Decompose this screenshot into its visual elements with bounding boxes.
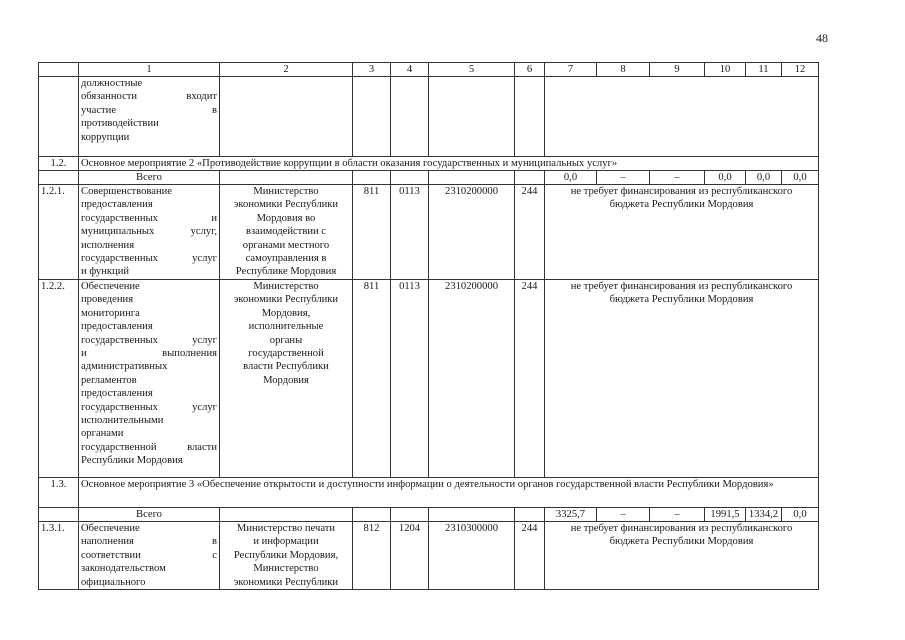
total-value: – [650, 508, 705, 522]
table-row [39, 280, 819, 478]
code-grbs: 811 [353, 280, 391, 478]
header-cell: 11 [746, 63, 782, 77]
header-cell: 2 [220, 63, 353, 77]
activity-name: Совершенствование предоставления государственных и муниципальных услуг, исполнения государственных услуг и функций [79, 185, 220, 280]
header-cell: 10 [705, 63, 746, 77]
section-row [39, 478, 819, 508]
code-target: 2310300000 [429, 522, 515, 590]
header-cell: 4 [391, 63, 429, 77]
header-cell: 6 [515, 63, 545, 77]
table-row [39, 77, 819, 157]
header-cell: 3 [353, 63, 391, 77]
section-title: Основное мероприятие 2 «Противодействие коррупции в области оказания государственных и муниципальных услуг» [79, 157, 819, 171]
header-cell: 8 [597, 63, 650, 77]
code-target: 2310200000 [429, 280, 515, 478]
section-number: 1.2. [39, 157, 79, 171]
total-value: 0,0 [782, 508, 819, 522]
funding-note: не требует финансирования из республиканского бюджета Республики Мордовия [545, 522, 819, 590]
funding-note: не требует финансирования из республиканского бюджета Республики Мордовия [545, 185, 819, 280]
total-value: – [597, 508, 650, 522]
row-number: 1.2.2. [39, 280, 79, 478]
section-title: Основное мероприятие 3 «Обеспечение открытости и доступности информации о деятельности органов государственной власти Республики Мордовия» [79, 478, 819, 508]
code-grbs: 812 [353, 522, 391, 590]
funding-note: не требует финансирования из республиканского бюджета Республики Мордовия [545, 280, 819, 478]
section-row [39, 157, 819, 171]
total-value: 0,0 [705, 171, 746, 185]
total-label: Всего [79, 171, 220, 185]
page-number: 48 [816, 31, 828, 45]
activity-name: Обеспечение наполнения в соответствии с законодательством официального [79, 522, 220, 590]
total-label: Всего [79, 508, 220, 522]
code-section: 0113 [391, 185, 429, 280]
continued-text: должностные обязанности входит участие в противодействии коррупции [79, 77, 220, 157]
table-row [39, 185, 819, 280]
header-cell: 9 [650, 63, 705, 77]
executor: Министерство экономики Республики Мордовия во взаимодействии с органами местного самоуправления в Республике Мордовия [220, 185, 353, 280]
total-value: – [650, 171, 705, 185]
total-value: 0,0 [782, 171, 819, 185]
executor: Министерство экономики Республики Мордовия, исполнительные органы государственной власти Республики Мордовия [220, 280, 353, 478]
header-row [39, 63, 819, 77]
total-value: 0,0 [545, 171, 597, 185]
code-grbs: 811 [353, 185, 391, 280]
executor: Министерство печати и информации Республики Мордовия, Министерство экономики Республики [220, 522, 353, 590]
section-number: 1.3. [39, 478, 79, 508]
code-expense: 244 [515, 280, 545, 478]
code-expense: 244 [515, 185, 545, 280]
total-row [39, 508, 819, 522]
header-cell: 1 [79, 63, 220, 77]
code-target: 2310200000 [429, 185, 515, 280]
total-value: 1334,2 [746, 508, 782, 522]
code-section: 1204 [391, 522, 429, 590]
code-section: 0113 [391, 280, 429, 478]
code-expense: 244 [515, 522, 545, 590]
header-cell: 5 [429, 63, 515, 77]
row-number: 1.2.1. [39, 185, 79, 280]
header-cell: 12 [782, 63, 819, 77]
header-cell-blank [39, 63, 79, 77]
total-value: 3325,7 [545, 508, 597, 522]
total-value: 0,0 [746, 171, 782, 185]
table-row [39, 522, 819, 590]
activity-name: Обеспечение проведения мониторинга предоставления государственных услуг и выполнения административных регламентов предоставления государственных услуг исполнительными органами государственной власти Республики Мордовия [79, 280, 220, 478]
total-value: – [597, 171, 650, 185]
row-number: 1.3.1. [39, 522, 79, 590]
header-cell: 7 [545, 63, 597, 77]
total-row [39, 171, 819, 185]
program-table [38, 62, 819, 590]
total-value: 1991,5 [705, 508, 746, 522]
